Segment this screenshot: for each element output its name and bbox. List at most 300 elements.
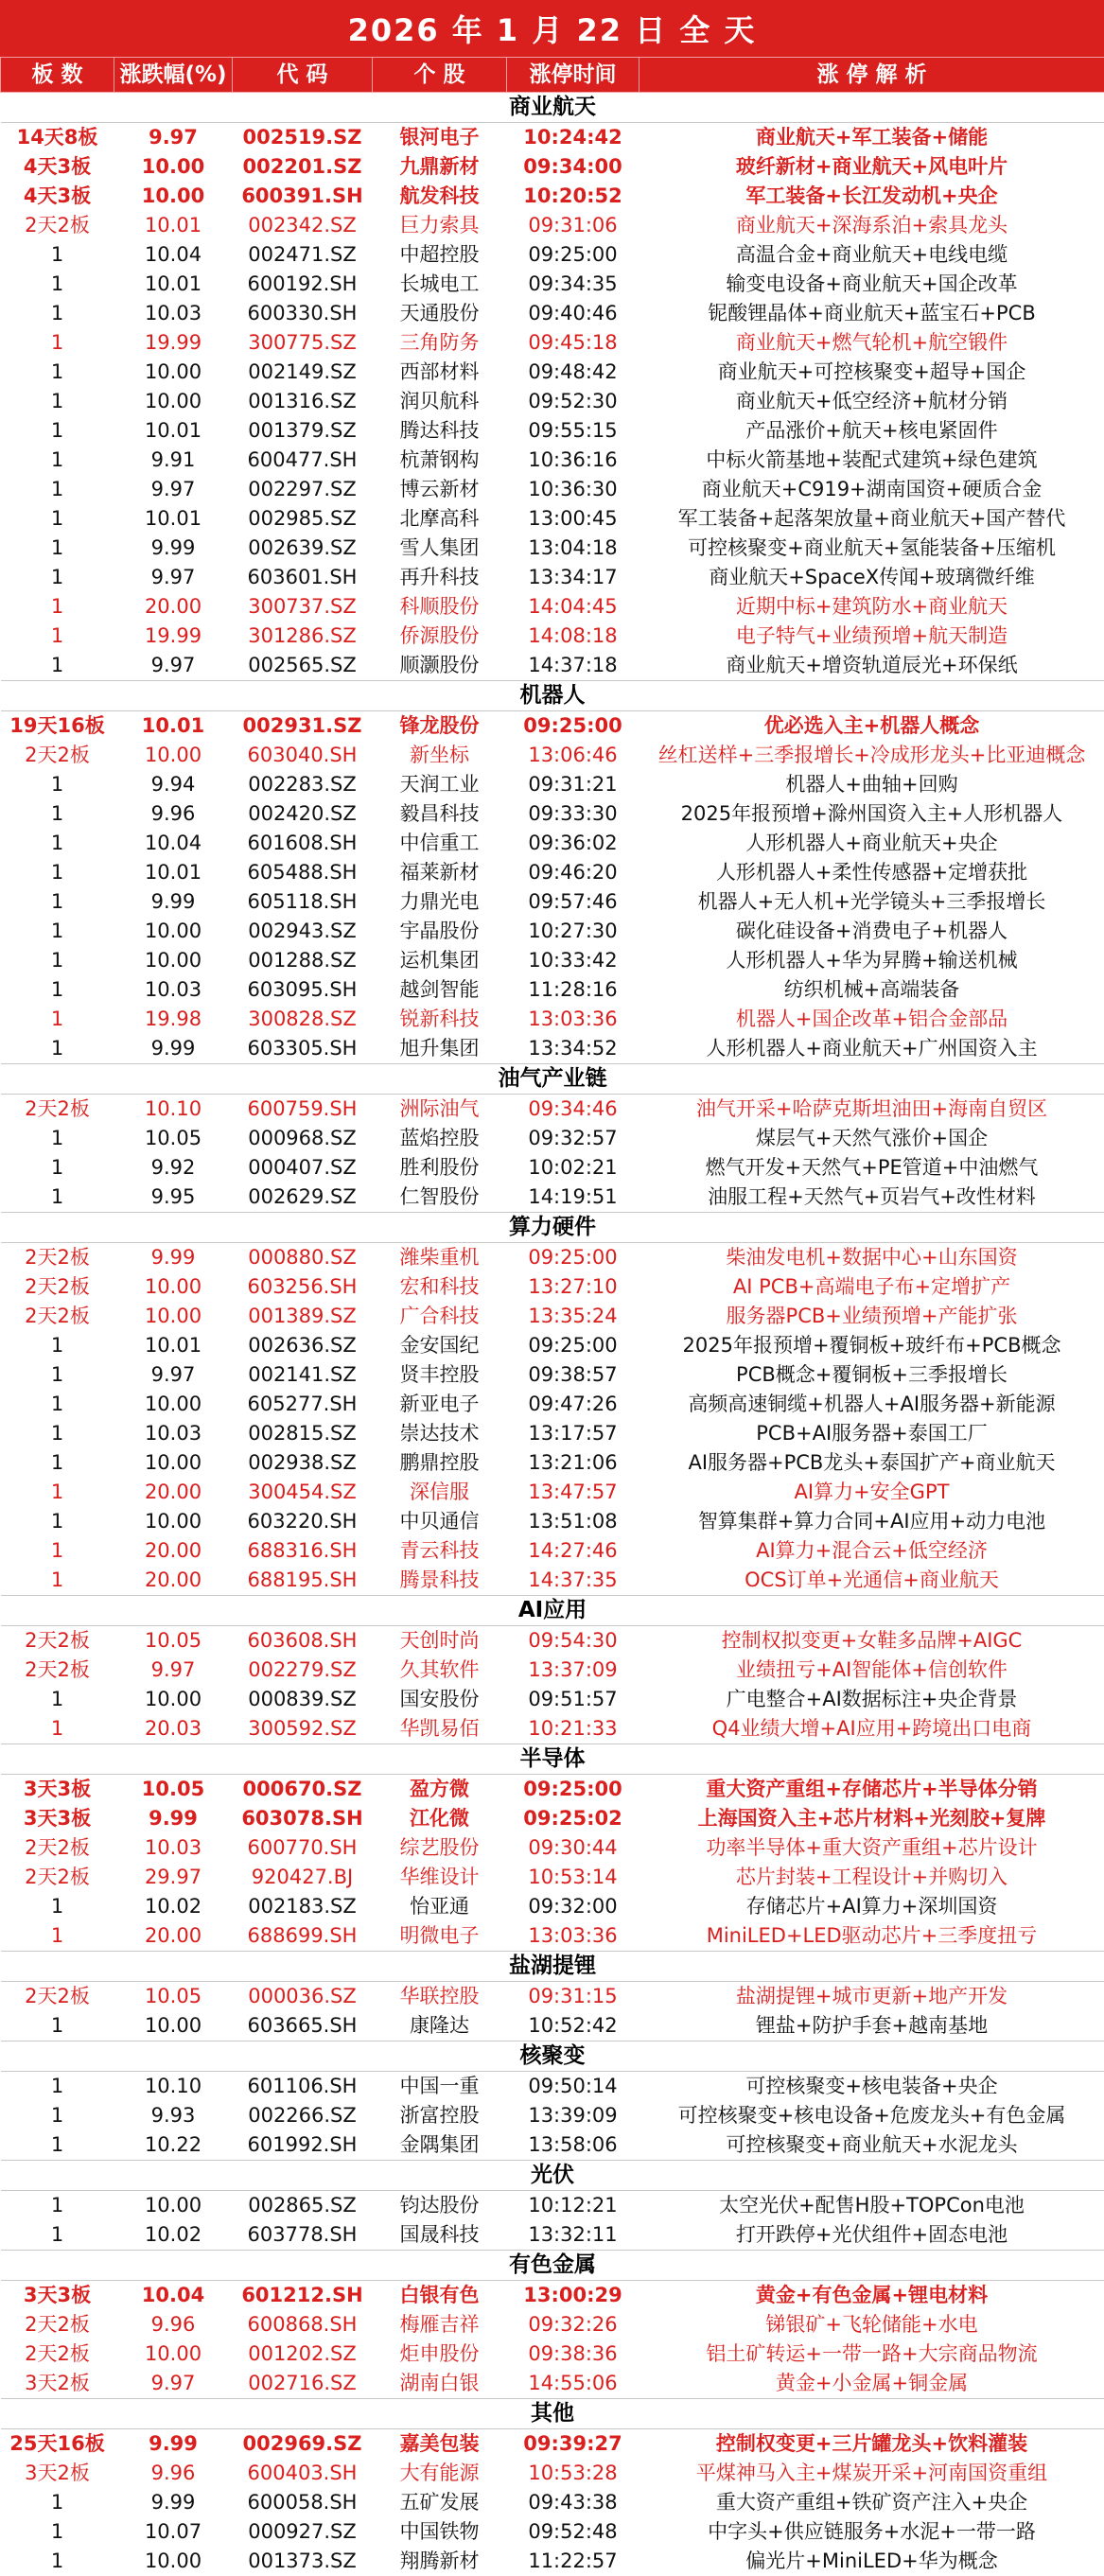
cell-time: 13:34:17 <box>507 563 640 592</box>
cell-board: 3天3板 <box>1 2281 114 2311</box>
cell-reason: 控制权拟变更+女鞋多品牌+AIGC <box>640 1626 1104 1656</box>
cell-reason: 近期中标+建筑防水+商业航天 <box>640 592 1104 622</box>
cell-board: 1 <box>1 1892 114 1921</box>
cell-time: 09:25:02 <box>507 1804 640 1833</box>
table-row <box>1 1536 1104 1566</box>
cell-board: 1 <box>1 475 114 504</box>
cell-code: 603095.SH <box>233 975 373 1005</box>
cell-board: 1 <box>1 770 114 799</box>
cell-board: 2天2板 <box>1 2310 114 2339</box>
cell-stock: 浙富控股 <box>373 2101 507 2130</box>
cell-time: 09:51:57 <box>507 1685 640 1714</box>
cell-reason: 产品涨价+航天+核电紧固件 <box>640 416 1104 446</box>
cell-reason: 商业航天+增资轨道辰光+环保纸 <box>640 651 1104 681</box>
cell-code: 002279.SZ <box>233 1656 373 1685</box>
cell-change: 9.97 <box>114 2369 233 2399</box>
cell-reason: 打开跌停+光伏组件+固态电池 <box>640 2220 1104 2251</box>
cell-time: 10:36:30 <box>507 475 640 504</box>
table-row <box>1 2429 1104 2460</box>
cell-reason: OCS订单+光通信+商业航天 <box>640 1566 1104 1596</box>
cell-change: 10.00 <box>114 387 233 416</box>
cell-reason: 锂盐+防护手套+越南基地 <box>640 2011 1104 2042</box>
cell-reason: 碳化硅设备+消费电子+机器人 <box>640 917 1104 946</box>
cell-code: 002815.SZ <box>233 1419 373 1448</box>
cell-code: 002943.SZ <box>233 917 373 946</box>
cell-code: 001389.SZ <box>233 1302 373 1331</box>
cell-reason: 可控核聚变+核电设备+危废龙头+有色金属 <box>640 2101 1104 2130</box>
table-row <box>1 1982 1104 2012</box>
cell-stock: 雪人集团 <box>373 534 507 563</box>
cell-stock: 西部材料 <box>373 358 507 387</box>
table-body <box>1 93 1104 2576</box>
cell-board: 1 <box>1 387 114 416</box>
cell-reason: 重大资产重组+存储芯片+半导体分销 <box>640 1775 1104 1805</box>
cell-code: 002149.SZ <box>233 358 373 387</box>
cell-change: 19.98 <box>114 1005 233 1034</box>
cell-time: 13:34:52 <box>507 1034 640 1064</box>
cell-change: 20.00 <box>114 1921 233 1952</box>
cell-code: 603220.SH <box>233 1507 373 1536</box>
cell-change: 29.97 <box>114 1863 233 1892</box>
cell-time: 09:57:46 <box>507 887 640 917</box>
cell-reason: 控制权变更+三片罐龙头+饮料灌装 <box>640 2429 1104 2460</box>
cell-stock: 金安国纪 <box>373 1331 507 1360</box>
cell-reason: PCB+AI服务器+泰国工厂 <box>640 1419 1104 1448</box>
table-row <box>1 2101 1104 2130</box>
header-board: 板 数 <box>1 58 114 93</box>
cell-stock: 北摩高科 <box>373 504 507 534</box>
table-row <box>1 917 1104 946</box>
table-row <box>1 858 1104 887</box>
cell-reason: 服务器PCB+业绩预增+产能扩张 <box>640 1302 1104 1331</box>
cell-board: 1 <box>1 2101 114 2130</box>
cell-change: 9.97 <box>114 1360 233 1390</box>
cell-stock: 越剑智能 <box>373 975 507 1005</box>
table-row <box>1 211 1104 240</box>
cell-board: 1 <box>1 563 114 592</box>
cell-time: 13:00:29 <box>507 2281 640 2311</box>
cell-board: 2天2板 <box>1 1095 114 1125</box>
section-title: 盐湖提锂 <box>1 1952 1104 1982</box>
cell-time: 09:30:44 <box>507 1833 640 1863</box>
cell-time: 14:27:46 <box>507 1536 640 1566</box>
cell-change: 10.00 <box>114 2191 233 2221</box>
cell-time: 09:34:00 <box>507 152 640 182</box>
cell-change: 10.00 <box>114 1448 233 1478</box>
cell-board: 1 <box>1 1685 114 1714</box>
cell-code: 002639.SZ <box>233 534 373 563</box>
cell-time: 09:50:14 <box>507 2072 640 2102</box>
cell-change: 20.00 <box>114 1536 233 1566</box>
table-row <box>1 711 1104 742</box>
cell-change: 10.02 <box>114 1892 233 1921</box>
cell-reason: 高频高速铜缆+机器人+AI服务器+新能源 <box>640 1390 1104 1419</box>
cell-code: 605488.SH <box>233 858 373 887</box>
cell-stock: 综艺股份 <box>373 1833 507 1863</box>
cell-code: 002141.SZ <box>233 1360 373 1390</box>
cell-code: 000036.SZ <box>233 1982 373 2012</box>
cell-board: 2天2板 <box>1 1302 114 1331</box>
cell-time: 13:27:10 <box>507 1272 640 1302</box>
cell-change: 20.00 <box>114 592 233 622</box>
table-row <box>1 1302 1104 1331</box>
cell-time: 13:21:06 <box>507 1448 640 1478</box>
cell-board: 1 <box>1 2130 114 2161</box>
cell-board: 1 <box>1 1005 114 1034</box>
cell-reason: 功率半导体+重大资产重组+芯片设计 <box>640 1833 1104 1863</box>
section-header <box>1 1064 1104 1095</box>
cell-code: 600477.SH <box>233 446 373 475</box>
cell-board: 1 <box>1 1390 114 1419</box>
cell-code: 601212.SH <box>233 2281 373 2311</box>
cell-reason: 油服工程+天然气+页岩气+改性材料 <box>640 1183 1104 1213</box>
cell-time: 13:04:18 <box>507 534 640 563</box>
cell-reason: 铝土矿转运+一带一路+大宗商品物流 <box>640 2339 1104 2369</box>
cell-board: 1 <box>1 2191 114 2221</box>
table-row <box>1 2547 1104 2576</box>
table-row <box>1 1124 1104 1153</box>
cell-code: 002865.SZ <box>233 2191 373 2221</box>
cell-change: 9.91 <box>114 446 233 475</box>
cell-code: 603305.SH <box>233 1034 373 1064</box>
table-row <box>1 622 1104 651</box>
cell-code: 000839.SZ <box>233 1685 373 1714</box>
cell-reason: 机器人+国企改革+铝合金部品 <box>640 1005 1104 1034</box>
cell-code: 920427.BJ <box>233 1863 373 1892</box>
cell-code: 002420.SZ <box>233 799 373 829</box>
cell-change: 20.00 <box>114 1478 233 1507</box>
cell-time: 13:39:09 <box>507 2101 640 2130</box>
cell-change: 9.97 <box>114 475 233 504</box>
cell-time: 09:33:30 <box>507 799 640 829</box>
cell-change: 9.99 <box>114 534 233 563</box>
cell-stock: 毅昌科技 <box>373 799 507 829</box>
cell-change: 10.01 <box>114 858 233 887</box>
cell-time: 10:20:52 <box>507 182 640 211</box>
cell-board: 1 <box>1 858 114 887</box>
cell-code: 002565.SZ <box>233 651 373 681</box>
table-row <box>1 1685 1104 1714</box>
table-row <box>1 504 1104 534</box>
cell-stock: 宏和科技 <box>373 1272 507 1302</box>
cell-reason: 人形机器人+华为昇腾+输送机械 <box>640 946 1104 975</box>
cell-stock: 中国一重 <box>373 2072 507 2102</box>
table-row <box>1 299 1104 328</box>
cell-stock: 久其软件 <box>373 1656 507 1685</box>
section-title: 油气产业链 <box>1 1064 1104 1095</box>
cell-change: 10.00 <box>114 182 233 211</box>
cell-change: 10.00 <box>114 1685 233 1714</box>
cell-reason: 重大资产重组+铁矿资产注入+央企 <box>640 2488 1104 2517</box>
table-row <box>1 1095 1104 1125</box>
cell-time: 09:25:00 <box>507 711 640 742</box>
cell-board: 4天3板 <box>1 182 114 211</box>
cell-stock: 润贝航科 <box>373 387 507 416</box>
cell-code: 002342.SZ <box>233 211 373 240</box>
cell-stock: 中国铁物 <box>373 2517 507 2547</box>
cell-reason: 铌酸锂晶体+商业航天+蓝宝石+PCB <box>640 299 1104 328</box>
table-row <box>1 2339 1104 2369</box>
cell-change: 10.03 <box>114 975 233 1005</box>
cell-change: 10.00 <box>114 917 233 946</box>
cell-board: 14天8板 <box>1 123 114 153</box>
cell-reason: 芯片封装+工程设计+并购切入 <box>640 1863 1104 1892</box>
cell-change: 10.07 <box>114 2517 233 2547</box>
cell-change: 10.22 <box>114 2130 233 2161</box>
cell-board: 1 <box>1 1507 114 1536</box>
cell-stock: 航发科技 <box>373 182 507 211</box>
cell-stock: 再升科技 <box>373 563 507 592</box>
cell-reason: 电子特气+业绩预增+航天制造 <box>640 622 1104 651</box>
section-title: 其他 <box>1 2399 1104 2429</box>
cell-board: 1 <box>1 299 114 328</box>
table-row <box>1 387 1104 416</box>
cell-code: 600058.SH <box>233 2488 373 2517</box>
cell-time: 09:39:27 <box>507 2429 640 2460</box>
cell-board: 1 <box>1 1921 114 1952</box>
cell-code: 002636.SZ <box>233 1331 373 1360</box>
cell-board: 1 <box>1 2517 114 2547</box>
cell-time: 09:40:46 <box>507 299 640 328</box>
cell-time: 09:25:00 <box>507 1243 640 1273</box>
cell-stock: 侨源股份 <box>373 622 507 651</box>
cell-stock: 盈方微 <box>373 1775 507 1805</box>
cell-board: 1 <box>1 2220 114 2251</box>
table-row <box>1 1656 1104 1685</box>
cell-code: 603778.SH <box>233 2220 373 2251</box>
cell-stock: 中信重工 <box>373 829 507 858</box>
cell-board: 1 <box>1 1183 114 1213</box>
cell-change: 10.04 <box>114 829 233 858</box>
cell-reason: 黄金+小金属+铜金属 <box>640 2369 1104 2399</box>
cell-code: 300454.SZ <box>233 1478 373 1507</box>
cell-code: 000927.SZ <box>233 2517 373 2547</box>
cell-time: 14:37:35 <box>507 1566 640 1596</box>
cell-code: 688195.SH <box>233 1566 373 1596</box>
cell-reason: AI算力+混合云+低空经济 <box>640 1536 1104 1566</box>
section-title: 机器人 <box>1 681 1104 711</box>
cell-stock: 银河电子 <box>373 123 507 153</box>
cell-change: 9.96 <box>114 2459 233 2488</box>
table-row <box>1 240 1104 270</box>
cell-time: 09:32:57 <box>507 1124 640 1153</box>
cell-code: 600770.SH <box>233 1833 373 1863</box>
cell-change: 10.01 <box>114 504 233 534</box>
table-row <box>1 152 1104 182</box>
cell-change: 10.05 <box>114 1982 233 2012</box>
cell-stock: 康隆达 <box>373 2011 507 2042</box>
cell-change: 10.02 <box>114 2220 233 2251</box>
header-reason: 涨 停 解 析 <box>640 58 1104 93</box>
section-title: AI应用 <box>1 1596 1104 1626</box>
cell-reason: 人形机器人+商业航天+央企 <box>640 829 1104 858</box>
cell-board: 2天2板 <box>1 211 114 240</box>
table-row <box>1 1892 1104 1921</box>
cell-stock: 炬申股份 <box>373 2339 507 2369</box>
cell-reason: 玻纤新材+商业航天+风电叶片 <box>640 152 1104 182</box>
table-row <box>1 1183 1104 1213</box>
cell-stock: 九鼎新材 <box>373 152 507 182</box>
cell-time: 09:32:26 <box>507 2310 640 2339</box>
cell-time: 13:47:57 <box>507 1478 640 1507</box>
cell-stock: 杭萧钢构 <box>373 446 507 475</box>
cell-time: 11:22:57 <box>507 2547 640 2576</box>
cell-reason: 煤层气+天然气涨价+国企 <box>640 1124 1104 1153</box>
header-time: 涨停时间 <box>507 58 640 93</box>
cell-code: 300828.SZ <box>233 1005 373 1034</box>
cell-stock: 力鼎光电 <box>373 887 507 917</box>
cell-time: 09:32:00 <box>507 1892 640 1921</box>
table-row <box>1 358 1104 387</box>
cell-board: 1 <box>1 975 114 1005</box>
section-header <box>1 2251 1104 2281</box>
cell-code: 301286.SZ <box>233 622 373 651</box>
cell-time: 14:55:06 <box>507 2369 640 2399</box>
cell-reason: 优必选入主+机器人概念 <box>640 711 1104 742</box>
cell-code: 002519.SZ <box>233 123 373 153</box>
table-row <box>1 592 1104 622</box>
cell-stock: 湖南白银 <box>373 2369 507 2399</box>
cell-board: 1 <box>1 240 114 270</box>
cell-code: 601992.SH <box>233 2130 373 2161</box>
cell-stock: 国晟科技 <box>373 2220 507 2251</box>
section-header <box>1 1596 1104 1626</box>
cell-code: 002283.SZ <box>233 770 373 799</box>
cell-code: 603078.SH <box>233 1804 373 1833</box>
cell-stock: 钧达股份 <box>373 2191 507 2221</box>
table-row <box>1 1034 1104 1064</box>
cell-stock: 天创时尚 <box>373 1626 507 1656</box>
cell-board: 2天2板 <box>1 2339 114 2369</box>
cell-reason: AI算力+安全GPT <box>640 1478 1104 1507</box>
cell-stock: 华联控股 <box>373 1982 507 2012</box>
cell-board: 1 <box>1 446 114 475</box>
cell-stock: 金隅集团 <box>373 2130 507 2161</box>
section-title: 光伏 <box>1 2161 1104 2191</box>
cell-board: 1 <box>1 2072 114 2102</box>
table-row <box>1 1005 1104 1034</box>
header-row <box>1 58 1104 93</box>
section-title: 有色金属 <box>1 2251 1104 2281</box>
cell-stock: 长城电工 <box>373 270 507 299</box>
cell-code: 605118.SH <box>233 887 373 917</box>
cell-stock: 巨力索具 <box>373 211 507 240</box>
cell-change: 10.01 <box>114 270 233 299</box>
cell-board: 1 <box>1 1566 114 1596</box>
cell-change: 10.01 <box>114 711 233 742</box>
table-row <box>1 446 1104 475</box>
cell-change: 10.03 <box>114 1833 233 1863</box>
cell-board: 1 <box>1 2488 114 2517</box>
cell-stock: 洲际油气 <box>373 1095 507 1125</box>
cell-reason: 锑银矿+飞轮储能+水电 <box>640 2310 1104 2339</box>
cell-time: 13:03:36 <box>507 1005 640 1034</box>
cell-reason: MiniLED+LED驱动芯片+三季度扭亏 <box>640 1921 1104 1952</box>
cell-board: 1 <box>1 1153 114 1183</box>
cell-time: 09:47:26 <box>507 1390 640 1419</box>
cell-time: 09:55:15 <box>507 416 640 446</box>
cell-reason: 偏光片+MiniLED+华为概念 <box>640 2547 1104 2576</box>
cell-code: 300592.SZ <box>233 1714 373 1744</box>
cell-change: 10.05 <box>114 1124 233 1153</box>
cell-time: 14:08:18 <box>507 622 640 651</box>
cell-code: 600868.SH <box>233 2310 373 2339</box>
cell-stock: 天润工业 <box>373 770 507 799</box>
cell-stock: 深信服 <box>373 1478 507 1507</box>
table-row <box>1 1566 1104 1596</box>
cell-stock: 运机集团 <box>373 946 507 975</box>
cell-reason: 商业航天+C919+湖南国资+硬质合金 <box>640 475 1104 504</box>
cell-reason: 上海国资入主+芯片材料+光刻胶+复牌 <box>640 1804 1104 1833</box>
cell-code: 002969.SZ <box>233 2429 373 2460</box>
cell-time: 09:52:30 <box>507 387 640 416</box>
table-row <box>1 2011 1104 2042</box>
table-row <box>1 1448 1104 1478</box>
table-row <box>1 2459 1104 2488</box>
cell-time: 09:25:00 <box>507 1331 640 1360</box>
cell-change: 9.96 <box>114 2310 233 2339</box>
cell-board: 1 <box>1 1478 114 1507</box>
cell-board: 1 <box>1 358 114 387</box>
cell-change: 10.01 <box>114 211 233 240</box>
section-header <box>1 2042 1104 2072</box>
cell-time: 09:25:00 <box>507 1775 640 1805</box>
table-row <box>1 1507 1104 1536</box>
table-row <box>1 1833 1104 1863</box>
cell-change: 10.10 <box>114 2072 233 2102</box>
cell-stock: 福莱新材 <box>373 858 507 887</box>
cell-board: 1 <box>1 651 114 681</box>
cell-change: 9.95 <box>114 1183 233 1213</box>
cell-stock: 旭升集团 <box>373 1034 507 1064</box>
cell-code: 600759.SH <box>233 1095 373 1125</box>
cell-code: 001373.SZ <box>233 2547 373 2576</box>
cell-time: 13:00:45 <box>507 504 640 534</box>
cell-board: 1 <box>1 1419 114 1448</box>
cell-stock: 天通股份 <box>373 299 507 328</box>
cell-board: 1 <box>1 799 114 829</box>
section-title: 商业航天 <box>1 93 1104 123</box>
cell-time: 10:53:28 <box>507 2459 640 2488</box>
table-row <box>1 741 1104 770</box>
cell-change: 10.00 <box>114 2339 233 2369</box>
section-header <box>1 1744 1104 1775</box>
cell-reason: 平煤神马入主+煤炭开采+河南国资重组 <box>640 2459 1104 2488</box>
cell-stock: 腾达科技 <box>373 416 507 446</box>
cell-stock: 博云新材 <box>373 475 507 504</box>
cell-code: 601608.SH <box>233 829 373 858</box>
cell-reason: 军工装备+起落架放量+商业航天+国产替代 <box>640 504 1104 534</box>
cell-reason: AI服务器+PCB龙头+泰国扩产+商业航天 <box>640 1448 1104 1478</box>
section-title: 半导体 <box>1 1744 1104 1775</box>
cell-change: 10.04 <box>114 2281 233 2311</box>
cell-change: 10.05 <box>114 1626 233 1656</box>
table-row <box>1 829 1104 858</box>
section-header <box>1 1952 1104 1982</box>
cell-stock: 胜利股份 <box>373 1153 507 1183</box>
cell-code: 600330.SH <box>233 299 373 328</box>
cell-change: 10.00 <box>114 1507 233 1536</box>
cell-stock: 贤丰控股 <box>373 1360 507 1390</box>
table-row <box>1 2281 1104 2311</box>
table-row <box>1 2072 1104 2102</box>
cell-stock: 三角防务 <box>373 328 507 358</box>
cell-stock: 梅雁吉祥 <box>373 2310 507 2339</box>
cell-time: 10:02:21 <box>507 1153 640 1183</box>
cell-reason: Q4业绩大增+AI应用+跨境出口电商 <box>640 1714 1104 1744</box>
cell-stock: 鹏鼎控股 <box>373 1448 507 1478</box>
cell-time: 09:31:06 <box>507 211 640 240</box>
